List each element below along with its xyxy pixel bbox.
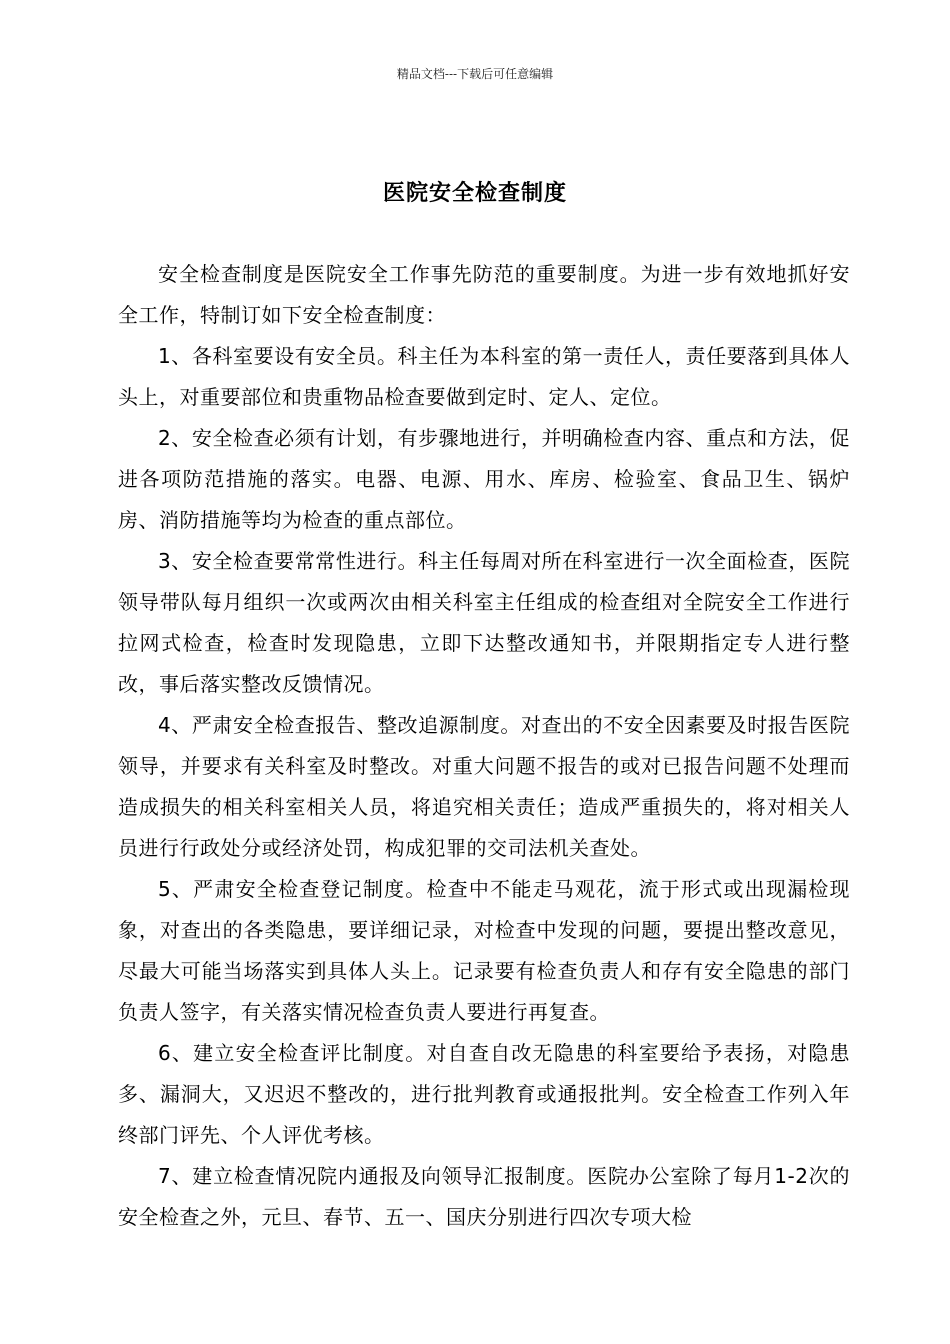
document-title: 医院安全检查制度 [382, 181, 567, 206]
document-body [118, 254, 850, 1238]
paragraph-item-1: 1、各科室要设有安全员。科主任为本科室的第一责任人，责任要落到具体人头上，对重要部位和贵重物品检查要做到定时、定人、定位。 [118, 344, 850, 409]
paragraph-item-3: 3、安全检查要常常性进行。科主任每周对所在科室进行一次全面检查，医院领导带队每月组织一次或两次由相关科室主任组成的检查组对全院安全工作进行拉网式检查，检查时发现隐患，立即下达整改通知书，并限期指定专人进行整改，事后落实整改反馈情况。 [118, 549, 850, 696]
paragraph-intro: 安全检查制度是医院安全工作事先防范的重要制度。为进一步有效地抓好安全工作，特制订如下安全检查制度： [118, 262, 850, 327]
paragraph-item-4: 4、严肃安全检查报告、整改追源制度。对查出的不安全因素要及时报告医院领导，并要求有关科室及时整改。对重大问题不报告的或对已报告问题不处理而造成损失的相关科室相关人员，将追究相关责任；造成严重损失的，将对相关人员进行行政处分或经济处罚，构成犯罪的交司法机关查处。 [118, 713, 850, 860]
paragraph-item-2: 2、安全检查必须有计划，有步骤地进行，并明确检查内容、重点和方法，促进各项防范措施的落实。电器、电源、用水、库房、检验室、食品卫生、锅炉房、消防措施等均为检查的重点部位。 [118, 426, 850, 532]
paragraph-item-7: 7、建立检查情况院内通报及向领导汇报制度。医院办公室除了每月1-2次的安全检查之外，元旦、春节、五一、国庆分别进行四次专项大检 [118, 1164, 850, 1229]
paragraph-item-6: 6、建立安全检查评比制度。对自查自改无隐患的科室要给予表扬，对隐患多、漏洞大，又迟迟不整改的，进行批判教育或通报批判。安全检查工作列入年终部门评先、个人评优考核。 [118, 1041, 850, 1147]
paragraph-item-5: 5、严肃安全检查登记制度。检查中不能走马观花，流于形式或出现漏检现象，对查出的各类隐患，要详细记录，对检查中发现的问题，要提出整改意见，尽最大可能当场落实到具体人头上。记录要有检查负责人和存有安全隐患的部门负责人签字，有关落实情况检查负责人要进行再复查。 [118, 877, 850, 1024]
header-note: 精品文档---下载后可任意编辑 [396, 67, 554, 81]
